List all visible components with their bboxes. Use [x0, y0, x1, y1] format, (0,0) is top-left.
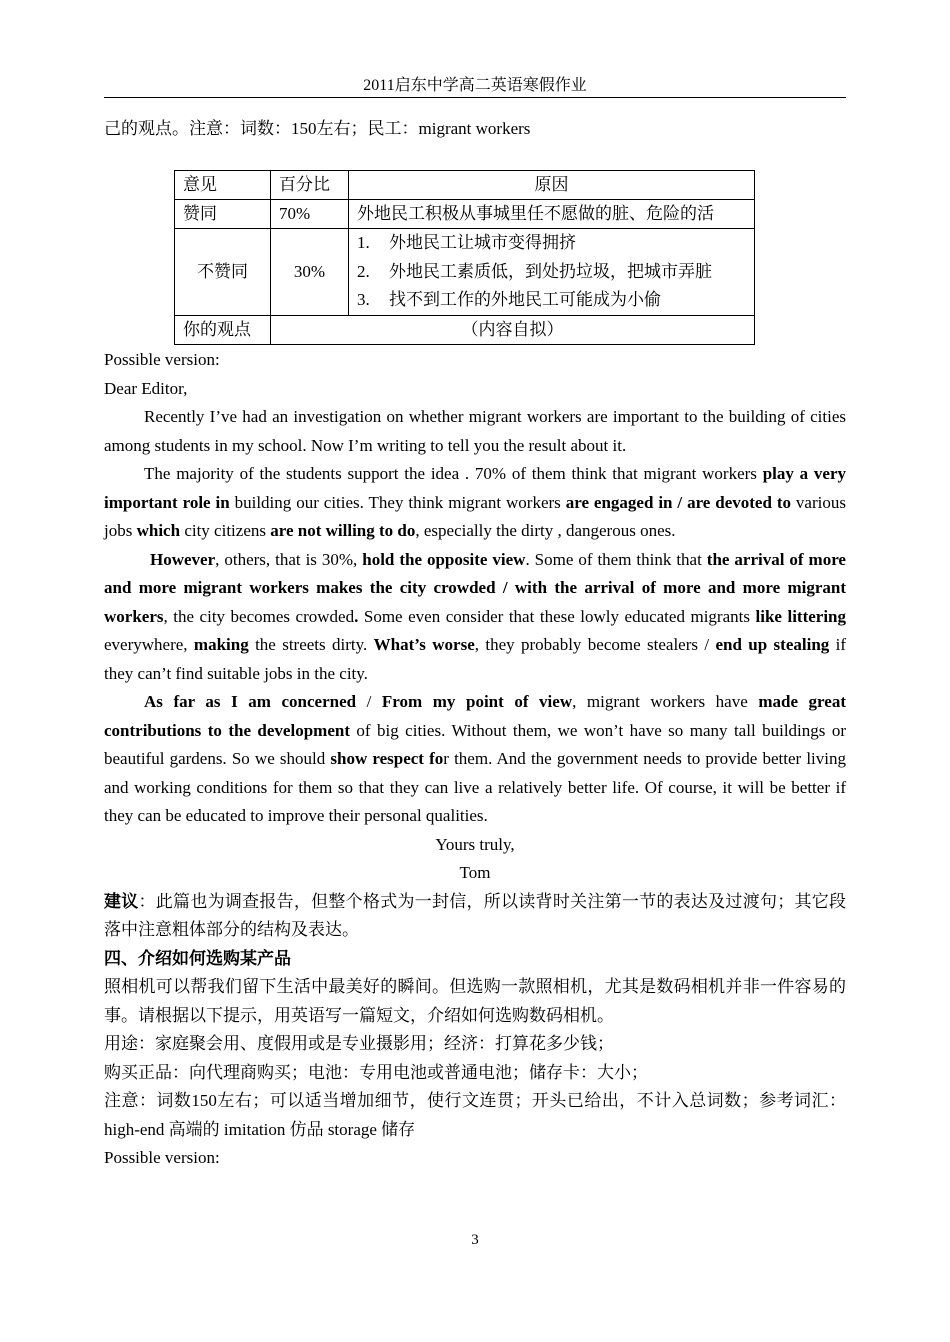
letter-paragraph-3: However, others, that is 30%, hold the opposite view. Some of them think that the arrival of more and more migrant workers makes the city crowded / with the arrival of more and more migrant workers, the city becomes crowded. Some even consider that these lowly educated migrants like littering everywhere, making the streets dirty. What’s worse, they probably become stealers / end up stealing if they can’t find suitable jobs in the city.	[104, 549, 847, 683]
table-row-yours	[175, 315, 755, 344]
letter-signature: Tom	[459, 863, 491, 882]
disagree-percent: 30%	[271, 229, 349, 316]
page-number: 3	[471, 1232, 479, 1248]
reason-list	[357, 229, 746, 315]
hint-line-1: 用途：家庭聚会用、度假用或是专业摄影用；经济：打算花多少钱；	[104, 1034, 614, 1053]
header-percent: 百分比	[271, 171, 349, 200]
yours-content: （内容自拟）	[271, 315, 755, 344]
table-row-disagree	[175, 229, 755, 316]
disagree-reasons	[349, 229, 755, 316]
agree-percent: 70%	[271, 200, 349, 229]
section-intro: 照相机可以帮我们留下生活中最美好的瞬间。但选购一款照相机，尤其是数码相机并非一件容易的事。请根据以下提示，用英语写一篇短文，介绍如何选购数码相机。	[104, 977, 846, 1025]
possible-version-label: Possible version:	[104, 350, 220, 369]
survey-table	[174, 170, 755, 345]
letter-paragraph-2: The majority of the students support the idea . 70% of them think that migrant workers play a very important role in building our cities. They think migrant workers are engaged in / are devoted to various jobs which city citizens are not willing to do, especially the dirty , dangerous ones.	[104, 464, 846, 540]
list-item: 2. 外地民工素质低，到处扔垃圾，把城市弄脏	[357, 261, 712, 281]
letter-paragraph-1: Recently I’ve had an investigation on whether migrant workers are important to the building of cities among students in my school. Now I’m writing to tell you the result about it.	[104, 407, 846, 455]
header-reason: 原因	[349, 171, 755, 200]
hint-line-2: 购买正品：向代理商购买；电池：专用电池或普通电池；储存卡：大小；	[104, 1062, 648, 1082]
suggestion-label: 建议	[104, 891, 139, 911]
suggestion-note: 建议：此篇也为调查报告，但整个格式为一封信，所以读背时关注第一节的表达及过渡句；其它段落中注意粗体部分的结构及表达。	[104, 891, 847, 939]
letter-paragraph-4: As far as I am concerned / From my point of view, migrant workers have made great contributions to the development of big cities. Without them, we won’t have so many tall buildings or beautiful gardens. So we should show respect for them. And the government needs to provide better living and working conditions for them so that they can live a relatively better life. Of course, it will be better if they can be educated to improve their personal qualities.	[104, 692, 846, 825]
letter-closing: Yours truly,	[435, 834, 515, 854]
page-header: 2011启东中学高二英语寒假作业	[363, 77, 587, 94]
list-item: 1. 外地民工让城市变得拥挤	[357, 233, 576, 252]
list-item: 3. 找不到工作的外地民工可能成为小偷	[357, 290, 661, 309]
writing-requirements: 注意：词数150左右；可以适当增加细节，使行文连贯；开头已给出，不计入总词数；参考词汇：high-end 高端的 imitation 仿品 storage 储存	[104, 1091, 846, 1139]
agree-reason: 外地民工积极从事城里任不愿做的脏、危险的活	[349, 200, 755, 229]
yours-opinion: 你的观点	[175, 315, 271, 344]
task-note: 己的观点。注意：词数：150左右；民工：migrant workers	[104, 119, 531, 138]
header-divider	[104, 97, 846, 98]
possible-version-label-2: Possible version:	[104, 1148, 220, 1167]
agree-opinion: 赞同	[175, 200, 271, 229]
table-row-agree	[175, 200, 755, 229]
header-opinion: 意见	[175, 171, 271, 200]
table-header-row	[175, 171, 755, 200]
section-heading: 四、介绍如何选购某产品	[104, 948, 291, 968]
document-body	[104, 346, 846, 1173]
disagree-opinion: 不赞同	[175, 229, 271, 316]
salutation: Dear Editor,	[104, 378, 188, 398]
